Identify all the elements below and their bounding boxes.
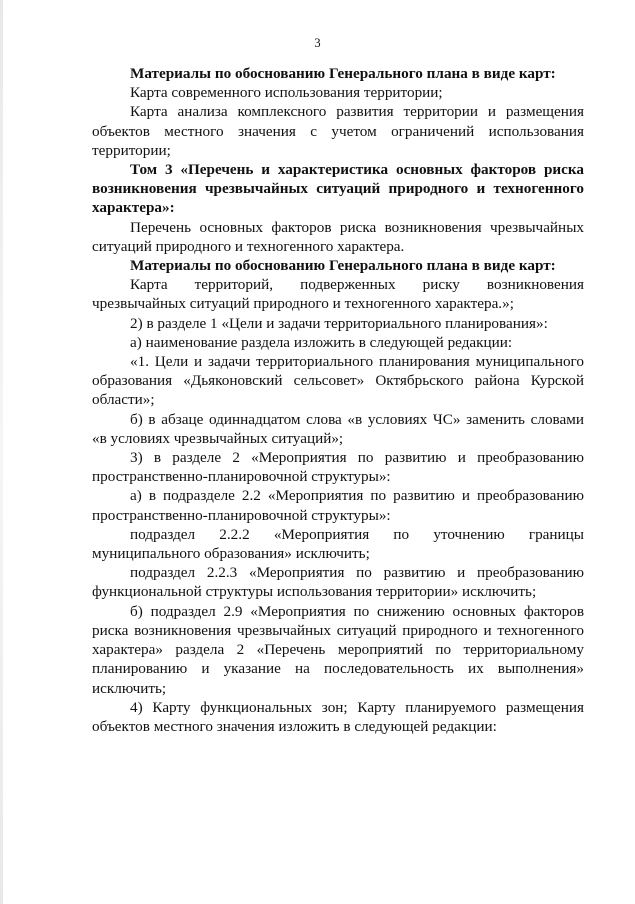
section-heading: Материалы по обоснованию Генерального плана в виде карт: [130,257,556,275]
section-heading: Том 3 «Перечень и характеристика основных факторов риска возникновения чрезвычайных ситуаций природного и техногенного характера»: [92,161,584,217]
paragraph: 2) в разделе 1 «Цели и задачи территориального планирования»: [130,314,548,332]
paragraph: б) в абзаце одиннадцатом слова «в условиях ЧС» заменить словами «в условиях чрезвычайных ситуаций»; [92,410,584,447]
page-number: 3 [314,36,321,50]
document-body [92,64,584,736]
paragraph: Карта анализа комплексного развития территории и размещения объектов местного значения с учетом ограничений использования территории; [92,103,584,159]
paragraph: Перечень основных факторов риска возникновения чрезвычайных ситуаций природного и техногенного характера. [92,218,584,255]
paragraph: а) в подразделе 2.2 «Мероприятия по развитию и преобразованию пространственно-планировочной структуры»: [92,487,584,524]
paragraph: б) подраздел 2.9 «Мероприятия по снижению основных факторов риска возникновения чрезвычайных ситуаций природного и техногенного характера» раздела 2 «Перечень мероприятий по территориальному планированию и указание на последовательность их выполнения» исключить; [92,602,584,697]
section-heading: Материалы по обоснованию Генерального плана в виде карт: [130,65,556,82]
paragraph: 4) Карту функциональных зон; Карту планируемого размещения объектов местного значения изложить в следующей редакции: [92,698,584,735]
paragraph: Карта современного использования территории; [130,84,443,102]
paragraph: 3) в разделе 2 «Мероприятия по развитию и преобразованию пространственно-планировочной структуры»: [92,449,584,486]
scan-edge [0,0,3,904]
paragraph: подраздел 2.2.3 «Мероприятия по развитию и преобразованию функциональной структуры использования территории» исключить; [92,564,584,601]
paragraph: Карта территорий, подверженных риску возникновения чрезвычайных ситуаций природного и техногенного характера.»; [92,276,584,313]
paragraph: «1. Цели и задачи территориального планирования муниципального образования «Дьяконовский сельсовет» Октябрьского района Курской области»; [92,353,584,409]
paragraph: а) наименование раздела изложить в следующей редакции: [130,333,513,351]
paragraph: подраздел 2.2.2 «Мероприятия по уточнению границы муниципального образования» исключить; [92,525,584,563]
